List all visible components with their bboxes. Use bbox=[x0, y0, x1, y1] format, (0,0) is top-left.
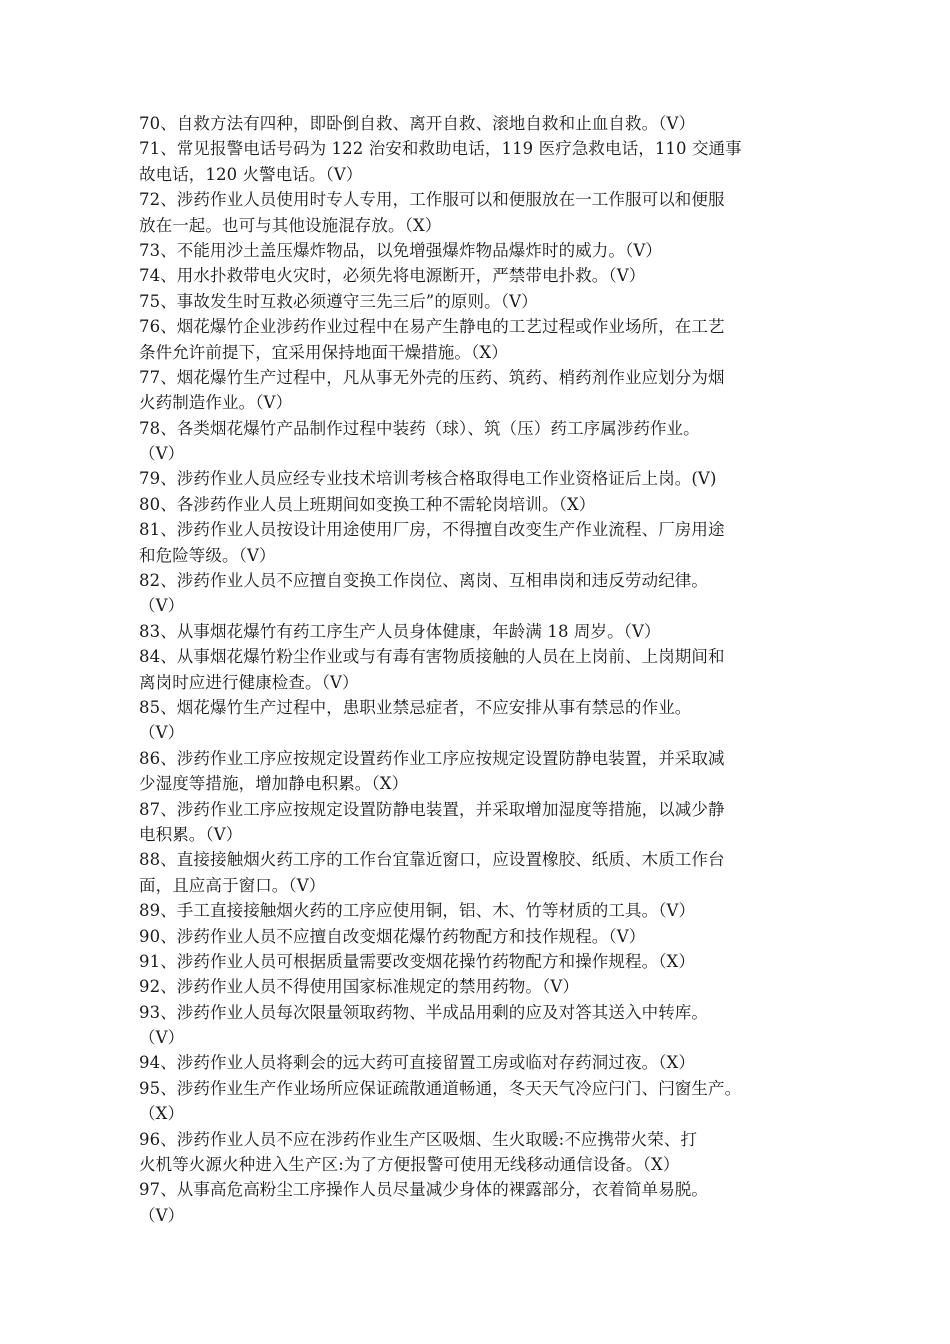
text-line: 条件允许前提下，宜采用保持地面干燥措施。（X） bbox=[139, 342, 508, 362]
text-line: 86、涉药作业工序应按规定设置药作业工序应按规定设置防静电装置，并采取减 bbox=[139, 748, 725, 768]
text-line: （V） bbox=[139, 596, 185, 616]
text-line: （V） bbox=[139, 444, 185, 464]
text-line: 92、涉药作业人员不得使用国家标准规定的禁用药物。（V） bbox=[139, 977, 579, 997]
text-line: 80、各涉药作业人员上班期间如变换工种不需轮岗培训。（X） bbox=[139, 494, 596, 514]
text-line: 81、涉药作业人员按设计用途使用厂房，不得擅自改变生产作业流程、厂房用途 bbox=[139, 520, 725, 540]
text-line: 88、直接接触烟火药工序的工作台宜靠近窗口，应设置橡胶、纸质、木质工作台 bbox=[139, 850, 725, 870]
text-line: 71、常见报警电话号码为 122 治安和救助电话，119 医疗急救电话，110 交通事 bbox=[139, 139, 742, 159]
text-line: 75、事故发生时互救必须遵守三先三后”的原则。（V） bbox=[139, 291, 538, 311]
text-line: 90、涉药作业人员不应擅自改变烟花爆竹药物配方和技作规程。（V） bbox=[139, 926, 646, 946]
text-line: 70、自救方法有四种，即卧倒自救、离开自救、滚地自救和止血自救。（V） bbox=[139, 114, 696, 133]
text-line: 76、烟花爆竹企业涉药作业过程中在易产生静电的工艺过程或作业场所，在工艺 bbox=[139, 317, 725, 337]
text-line: （V） bbox=[139, 1028, 185, 1048]
text-line: 79、涉药作业人员应经专业技术培训考核合格取得电工作业资格证后上岗。(V) bbox=[139, 469, 717, 489]
text-line: 97、从事高危高粉尘工序操作人员尽量减少身体的裸露部分，衣着简单易脱。 bbox=[139, 1180, 708, 1200]
text-line: 放在一起。也可与其他设施混存放。（X） bbox=[139, 215, 442, 235]
text-line: （V） bbox=[139, 1205, 185, 1225]
text-line: 85、烟花爆竹生产过程中，患职业禁忌症者，不应安排从事有禁忌的作业。 bbox=[139, 697, 692, 717]
text-line: 96、涉药作业人员不应在涉药作业生产区吸烟、生火取暖:不应携带火荣、打 bbox=[139, 1129, 698, 1149]
text-line: 94、涉药作业人员将剩会的远大药可直接留置工房或临对存药洞过夜。（X） bbox=[139, 1053, 695, 1073]
text-line: 73、不能用沙土盖压爆炸物品，以免增强爆炸物品爆炸时的威力。（V） bbox=[139, 240, 662, 260]
text-line: 95、涉药作业生产作业场所应保证疏散通道畅通，冬天天气冷应闩门、闩窗生产。 bbox=[139, 1078, 742, 1098]
text-line: （V） bbox=[139, 723, 185, 743]
text-line: 93、涉药作业人员每次限量领取药物、半成品用剩的应及对答其送入中转库。 bbox=[139, 1002, 708, 1022]
text-line: 火机等火源火种进入生产区:为了方便报警可使用无线移动通信设备。（X） bbox=[139, 1155, 680, 1175]
text-line: 82、涉药作业人员不应擅自变换工作岗位、离岗、互相串岗和违反劳动纪律。 bbox=[139, 571, 708, 591]
text-line: 77、烟花爆竹生产过程中，凡从事无外壳的压药、筑药、梢药剂作业应划分为烟 bbox=[139, 367, 725, 387]
text-line: 87、涉药作业工序应按规定设置防静电装置，并采取增加湿度等措施，以减少静 bbox=[139, 799, 725, 819]
text-line: 72、涉药作业人员使用时专人专用，工作服可以和便服放在一工作服可以和便服 bbox=[139, 190, 725, 210]
text-line: 91、涉药作业人员可根据质量需要改变烟花操竹药物配方和操作规程。（X） bbox=[139, 951, 695, 971]
text-line: 电积累。（V） bbox=[139, 824, 243, 844]
text-line: （X） bbox=[139, 1104, 185, 1124]
text-line: 面，且应高于窗口。（V） bbox=[139, 875, 326, 895]
text-line: 84、从事烟花爆竹粉尘作业或与有毒有害物质接触的人员在上岗前、上岗期间和 bbox=[139, 647, 725, 667]
text-line: 和危险等级。（V） bbox=[139, 545, 276, 565]
document-body bbox=[139, 111, 839, 1228]
text-line: 74、用水扑救带电火灾时，必须先将电源断开，严禁带电扑救。（V） bbox=[139, 266, 646, 286]
text-line: 故电话，120 火警电话。（V） bbox=[139, 164, 363, 184]
text-line: 89、手工直接接触烟火药的工序应使用铜，铝、木、竹等材质的工具。（V） bbox=[139, 901, 696, 921]
text-line: 少湿度等措施，增加静电积累。（X） bbox=[139, 774, 409, 794]
text-line: 火药制造作业。（V） bbox=[139, 393, 293, 413]
text-line: 83、从事烟花爆竹有药工序生产人员身体健康，年龄满 18 周岁。（V） bbox=[139, 621, 661, 641]
text-line: 78、各类烟花爆竹产品制作过程中装药（球）、筑（压）药工序属涉药作业。 bbox=[139, 418, 700, 438]
text-line: 离岗时应进行健康检查。（V） bbox=[139, 672, 359, 692]
